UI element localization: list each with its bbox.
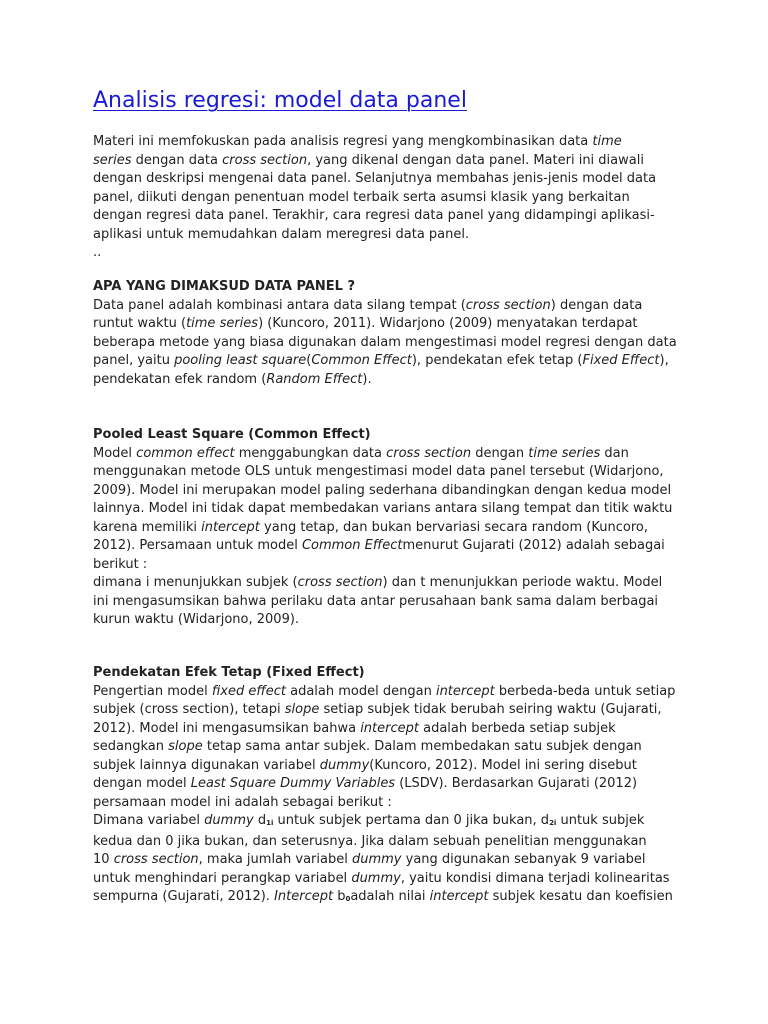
text-line: 10 cross section, maka jumlah variabel dummy yang digunakan sebanyak 9 variabel: [93, 852, 646, 867]
text-line: dengan model Least Square Dummy Variables (LSDV). Berdasarkan Gujarati (2012): [93, 776, 638, 791]
text-line: Dimana variabel dummy d1i untuk subjek pertama dan 0 jika bukan, d2i untuk subjek: [93, 813, 645, 828]
text-line: runtut waktu (time series) (Kuncoro, 2011). Widarjono (2009) menyatakan terdapat: [93, 316, 638, 331]
text-line: 2012). Model ini mengasumsikan bahwa intercept adalah berbeda setiap subjek: [93, 720, 616, 736]
text-line: karena memiliki intercept yang tetap, dan bukan bervariasi secara random (Kuncoro,: [93, 519, 648, 535]
section-common-effect: [93, 426, 683, 630]
section-heading: APA YANG DIMAKSUD DATA PANEL ?: [93, 279, 356, 294]
text-line: pendekatan efek random (Random Effect).: [93, 371, 372, 387]
text-line: Materi ini memfokuskan pada analisis regresi yang mengkombinasikan data time: [93, 134, 622, 149]
text-line: ini mengasumsikan bahwa perilaku data antar perusahaan bank sama dalam berbagai: [93, 593, 659, 609]
section-heading: Pendekatan Efek Tetap (Fixed Effect): [93, 665, 365, 680]
text-line: Model common effect menggabungkan data cross section dengan time series dan: [93, 445, 629, 461]
text-line: 2009). Model ini merupakan model paling sederhana dibandingkan dengan kedua model: [93, 482, 672, 498]
text-line: 2012). Persamaan untuk model Common Effectmenurut Gujarati (2012) adalah sebagai: [93, 538, 665, 553]
text-line: kedua dan 0 jika bukan, dan seterusnya. Jika dalam sebuah penelitian menggunakan: [93, 833, 647, 849]
text-line: persamaan model ini adalah sebagai berikut :: [93, 794, 392, 810]
text-line: series dengan data cross section, yang dikenal dengan data panel. Materi ini diawali: [93, 152, 644, 168]
text-line: Pengertian model fixed effect adalah model dengan intercept berbeda-beda untuk setiap: [93, 683, 676, 699]
text-line: sedangkan slope tetap sama antar subjek. Dalam membedakan satu subjek dengan: [93, 739, 642, 754]
text-line: panel, yaitu pooling least square(Common Effect), pendekatan efek tetap (Fixed Effect),: [93, 353, 669, 368]
section-heading: Pooled Least Square (Common Effect): [93, 427, 371, 442]
page-title[interactable]: Analisis regresi: model data panel: [93, 88, 467, 113]
text-line: lainnya. Model ini tidak dapat membedakan varians antara silang tempat dan titik waktu: [93, 501, 673, 516]
text-line: subjek lainnya digunakan variabel dummy(Kuncoro, 2012). Model ini sering disebut: [93, 757, 637, 773]
text-line: dengan deskripsi mengenai data panel. Selanjutnya membahas jenis-jenis model data: [93, 171, 657, 186]
ellipsis: ..: [93, 245, 102, 260]
section-fixed-effect: [93, 664, 683, 909]
text-line: panel, diikuti dengan penentuan model terbaik serta asumsi klasik yang berkaitan: [93, 189, 630, 205]
text-line: untuk menghindari perangkap variabel dummy, yaitu kondisi dimana terjadi kolinearitas: [93, 870, 670, 886]
text-line: dengan regresi data panel. Terakhir, cara regresi data panel yang didampingi aplikasi-: [93, 208, 655, 223]
intro-paragraph: [93, 133, 683, 263]
text-line: Data panel adalah kombinasi antara data silang tempat (cross section) dengan data: [93, 297, 643, 313]
text-line: dimana i menunjukkan subjek (cross section) dan t menunjukkan periode waktu. Model: [93, 575, 663, 590]
text-line: kurun waktu (Widarjono, 2009).: [93, 612, 300, 627]
section-data-panel: [93, 278, 683, 389]
text-line: aplikasi untuk memudahkan dalam meregresi data panel.: [93, 226, 470, 242]
text-line: sempurna (Gujarati, 2012). Intercept b0adalah nilai intercept subjek kesatu dan koefisien: [93, 889, 673, 904]
text-line: menggunakan metode OLS untuk mengestimasi model data panel tersebut (Widarjono,: [93, 464, 664, 479]
text-line: subjek (cross section), tetapi slope setiap subjek tidak berubah seiring waktu (Gujarati,: [93, 702, 662, 717]
text-line: beberapa metode yang biasa digunakan dalam mengestimasi model regresi dengan data: [93, 334, 677, 350]
text-line: berikut :: [93, 556, 148, 572]
